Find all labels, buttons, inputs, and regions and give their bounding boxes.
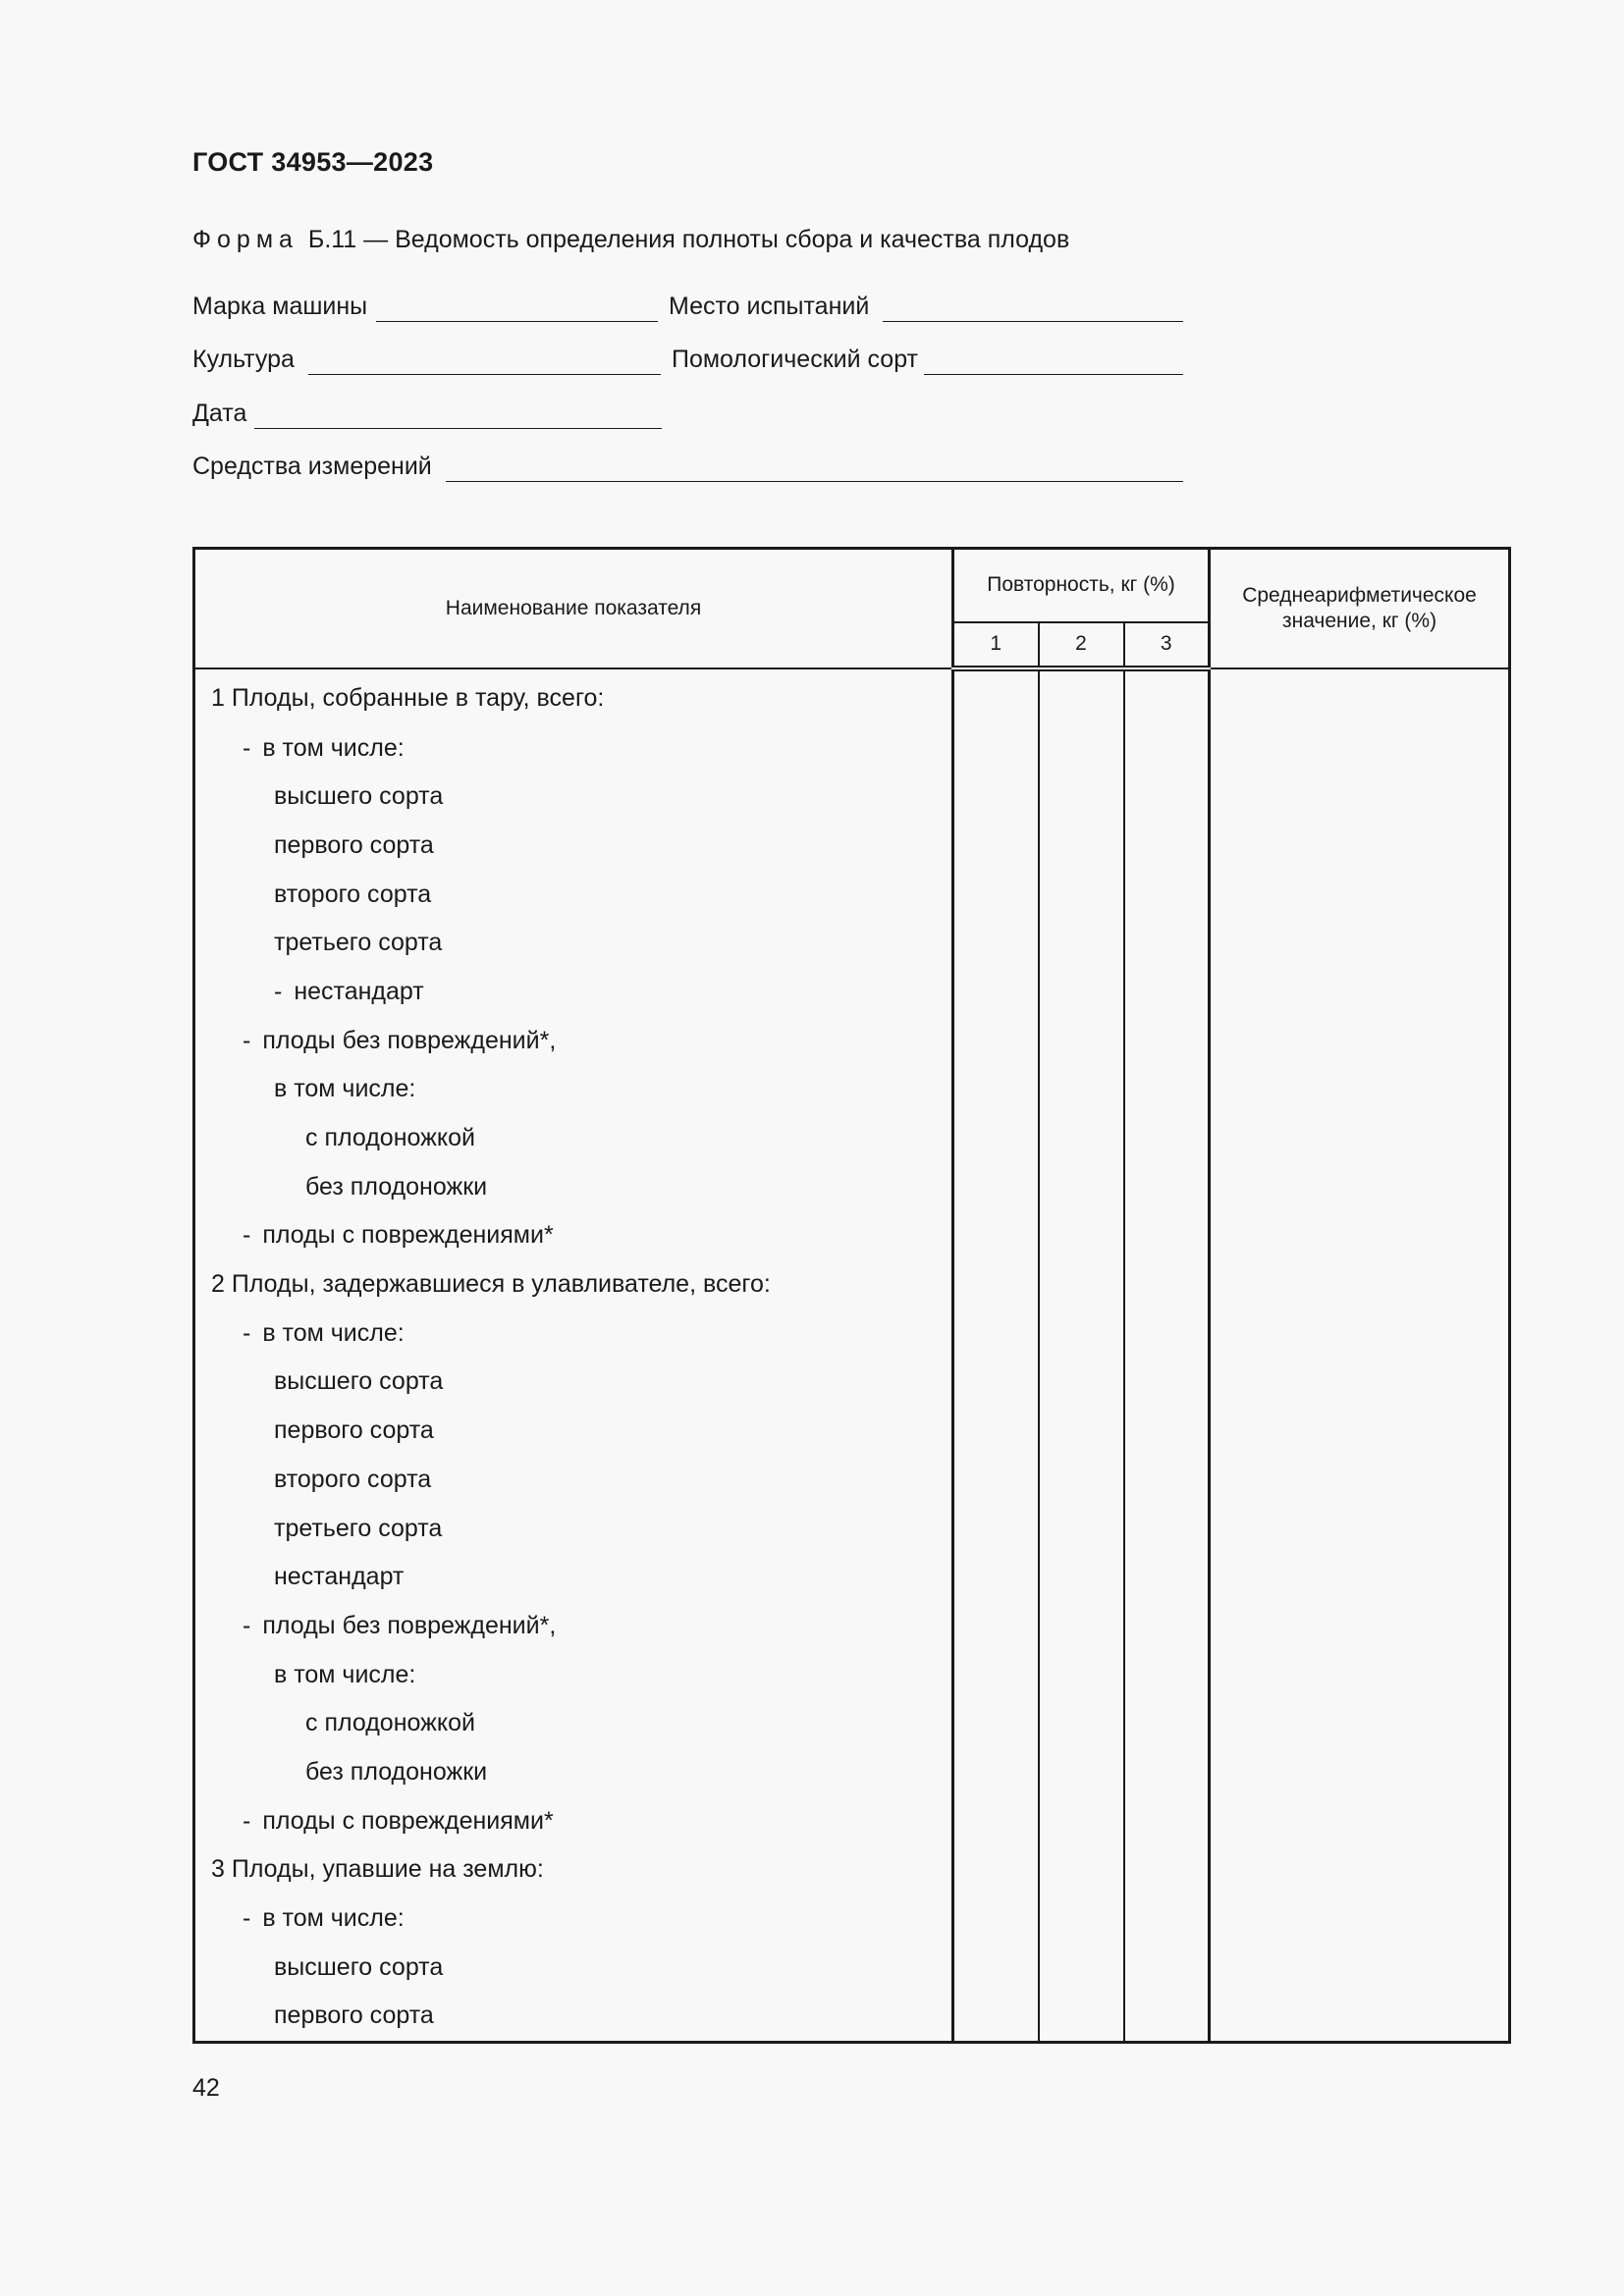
repeat-1-cell[interactable] [953, 1260, 1039, 1309]
table-row [194, 1553, 1510, 1602]
table-row [194, 822, 1510, 871]
header-repeat-2: 2 [1039, 622, 1124, 668]
repeat-3-cell[interactable] [1124, 1211, 1210, 1260]
header-repeat-3: 3 [1124, 622, 1210, 668]
indicator-name-cell [194, 1016, 953, 1065]
repeat-2-cell[interactable] [1039, 1456, 1124, 1505]
list-dash: - [243, 733, 251, 762]
header-indicator-name: Наименование показателя [194, 549, 953, 668]
table-body [194, 668, 1510, 2043]
table-row [194, 668, 1510, 724]
pomological-variety-field[interactable] [924, 374, 1183, 375]
repeat-1-cell[interactable] [953, 1456, 1039, 1505]
repeat-2-cell[interactable] [1039, 1358, 1124, 1407]
average-cell[interactable] [1210, 1748, 1510, 1797]
average-cell[interactable] [1210, 919, 1510, 968]
indicator-name-text: высшего сорта [274, 1952, 444, 1981]
indicator-name-text: третьего сорта [274, 1514, 443, 1542]
indicator-name-text: без плодоножки [305, 1757, 488, 1786]
repeat-3-cell[interactable] [1124, 1162, 1210, 1211]
repeat-3-cell[interactable] [1124, 1650, 1210, 1699]
repeat-2-cell[interactable] [1039, 1065, 1124, 1114]
list-dash: - [243, 1806, 251, 1835]
header-repeat-1: 1 [953, 622, 1039, 668]
average-cell[interactable] [1210, 1308, 1510, 1358]
indicator-name-text: в том числе: [274, 1075, 416, 1103]
date-field[interactable] [254, 428, 662, 429]
table-row [194, 1796, 1510, 1845]
table-row [194, 1650, 1510, 1699]
average-cell[interactable] [1210, 968, 1510, 1017]
pomological-variety-label: Помологический сорт [672, 346, 919, 373]
repeat-3-cell[interactable] [1124, 1602, 1210, 1651]
repeat-1-cell[interactable] [953, 1358, 1039, 1407]
table-row [194, 1407, 1510, 1456]
repeat-3-cell[interactable] [1124, 1699, 1210, 1748]
indicator-name-text: в том числе: [262, 1318, 405, 1347]
repeat-3-cell[interactable] [1124, 1308, 1210, 1358]
indicator-name-cell [194, 870, 953, 919]
repeat-3-cell[interactable] [1124, 1845, 1210, 1895]
form-title [192, 226, 1069, 254]
repeat-3-cell[interactable] [1124, 919, 1210, 968]
indicator-name-cell [194, 1504, 953, 1553]
repeat-2-cell[interactable] [1039, 668, 1124, 724]
average-cell[interactable] [1210, 1260, 1510, 1309]
repeat-1-cell[interactable] [953, 1796, 1039, 1845]
repeat-2-cell[interactable] [1039, 870, 1124, 919]
repeat-3-cell[interactable] [1124, 1504, 1210, 1553]
indicator-name-cell [194, 668, 953, 724]
repeat-3-cell[interactable] [1124, 968, 1210, 1017]
indicator-name-text: в том числе: [262, 733, 405, 762]
repeat-1-cell[interactable] [953, 1650, 1039, 1699]
table-row [194, 919, 1510, 968]
repeat-2-cell[interactable] [1039, 1699, 1124, 1748]
repeat-2-cell[interactable] [1039, 1748, 1124, 1797]
indicator-name-cell [194, 1211, 953, 1260]
repeat-2-cell[interactable] [1039, 1602, 1124, 1651]
average-cell[interactable] [1210, 1796, 1510, 1845]
repeat-1-cell[interactable] [953, 1748, 1039, 1797]
table-row [194, 723, 1510, 773]
repeat-2-cell[interactable] [1039, 1504, 1124, 1553]
table-row [194, 1016, 1510, 1065]
indicator-name-cell [194, 1650, 953, 1699]
table-row [194, 1260, 1510, 1309]
table-row [194, 1065, 1510, 1114]
repeat-1-cell[interactable] [953, 1114, 1039, 1163]
average-cell[interactable] [1210, 668, 1510, 724]
indicator-name-cell [194, 1308, 953, 1358]
indicator-name-text: в том числе: [262, 1904, 405, 1933]
repeat-3-cell[interactable] [1124, 1553, 1210, 1602]
repeat-2-cell[interactable] [1039, 822, 1124, 871]
document-code: ГОСТ 34953—2023 [192, 147, 434, 177]
average-cell[interactable] [1210, 1553, 1510, 1602]
field-row-date [192, 400, 1184, 431]
field-row-crop [192, 346, 1184, 377]
repeat-2-cell[interactable] [1039, 1650, 1124, 1699]
repeat-3-cell[interactable] [1124, 1992, 1210, 2042]
average-cell[interactable] [1210, 1358, 1510, 1407]
indicator-name-cell [194, 773, 953, 822]
indicator-name-cell [194, 822, 953, 871]
average-cell[interactable] [1210, 1992, 1510, 2042]
header-average: Среднеарифметическое значение, кг (%) [1210, 549, 1510, 668]
indicator-name-text: плоды без повреждений*, [262, 1611, 557, 1639]
repeat-1-cell[interactable] [953, 1504, 1039, 1553]
repeat-1-cell[interactable] [953, 1016, 1039, 1065]
repeat-2-cell[interactable] [1039, 1943, 1124, 1992]
repeat-3-cell[interactable] [1124, 773, 1210, 822]
repeat-3-cell[interactable] [1124, 822, 1210, 871]
repeat-1-cell[interactable] [953, 870, 1039, 919]
indicator-name-text: первого сорта [274, 830, 434, 859]
repeat-2-cell[interactable] [1039, 1895, 1124, 1944]
crop-field[interactable] [308, 374, 661, 375]
indicator-name-text: высшего сорта [274, 782, 444, 811]
measuring-instruments-field[interactable] [446, 481, 1183, 482]
indicator-name-text: с плодоножкой [305, 1709, 475, 1737]
indicator-name-cell [194, 1358, 953, 1407]
table-row [194, 1748, 1510, 1797]
repeat-2-cell[interactable] [1039, 773, 1124, 822]
average-cell[interactable] [1210, 1456, 1510, 1505]
form-title-text: Б.11 — Ведомость определения полноты сбора и качества плодов [307, 226, 1070, 253]
average-cell[interactable] [1210, 723, 1510, 773]
repeat-2-cell[interactable] [1039, 1553, 1124, 1602]
repeat-1-cell[interactable] [953, 1162, 1039, 1211]
repeat-3-cell[interactable] [1124, 870, 1210, 919]
test-site-label: Место испытаний [669, 293, 870, 320]
repeat-1-cell[interactable] [953, 1845, 1039, 1895]
table-row [194, 1943, 1510, 1992]
average-cell[interactable] [1210, 1162, 1510, 1211]
repeat-1-cell[interactable] [953, 1699, 1039, 1748]
list-dash: - [243, 1221, 251, 1250]
average-cell[interactable] [1210, 1407, 1510, 1456]
indicator-name-text: без плодоножки [305, 1172, 488, 1201]
average-cell[interactable] [1210, 870, 1510, 919]
indicator-name-cell [194, 1456, 953, 1505]
repeat-3-cell[interactable] [1124, 723, 1210, 773]
repeat-2-cell[interactable] [1039, 1407, 1124, 1456]
page-number: 42 [192, 2074, 220, 2102]
repeat-3-cell[interactable] [1124, 1796, 1210, 1845]
date-label: Дата [192, 400, 247, 427]
repeat-1-cell[interactable] [953, 822, 1039, 871]
repeat-2-cell[interactable] [1039, 1016, 1124, 1065]
average-cell[interactable] [1210, 1845, 1510, 1895]
crop-label: Культура [192, 346, 295, 373]
repeat-2-cell[interactable] [1039, 1796, 1124, 1845]
average-cell[interactable] [1210, 1650, 1510, 1699]
list-dash: - [243, 1026, 251, 1054]
average-cell[interactable] [1210, 1504, 1510, 1553]
table-row [194, 1358, 1510, 1407]
table-row [194, 1699, 1510, 1748]
list-dash: - [243, 1904, 251, 1933]
indicator-name-text: 1 Плоды, собранные в тару, всего: [211, 683, 605, 712]
indicator-name-text: второго сорта [274, 1465, 432, 1493]
repeat-1-cell[interactable] [953, 1992, 1039, 2042]
indicator-name-cell [194, 919, 953, 968]
average-cell[interactable] [1210, 1114, 1510, 1163]
machine-brand-field[interactable] [376, 321, 658, 322]
table-row [194, 1456, 1510, 1505]
average-cell[interactable] [1210, 1016, 1510, 1065]
indicator-name-text: 3 Плоды, упавшие на землю: [211, 1855, 544, 1884]
average-cell[interactable] [1210, 1895, 1510, 1944]
average-cell[interactable] [1210, 1065, 1510, 1114]
table-row [194, 1602, 1510, 1651]
measuring-instruments-label: Средства измерений [192, 453, 432, 480]
repeat-3-cell[interactable] [1124, 668, 1210, 724]
machine-brand-label: Марка машины [192, 293, 368, 320]
indicator-name-cell [194, 1162, 953, 1211]
table-row [194, 1845, 1510, 1895]
repeat-2-cell[interactable] [1039, 1114, 1124, 1163]
field-row-machine [192, 293, 1184, 324]
repeat-3-cell[interactable] [1124, 1456, 1210, 1505]
fruit-collection-table [192, 547, 1511, 2044]
indicator-name-text: плоды с повреждениями* [262, 1806, 554, 1835]
average-cell[interactable] [1210, 1699, 1510, 1748]
repeat-1-cell[interactable] [953, 919, 1039, 968]
form-label: Форма [192, 226, 298, 253]
indicator-name-cell [194, 1943, 953, 1992]
repeat-3-cell[interactable] [1124, 1407, 1210, 1456]
repeat-1-cell[interactable] [953, 1602, 1039, 1651]
list-dash: - [243, 1318, 251, 1347]
repeat-2-cell[interactable] [1039, 1260, 1124, 1309]
indicator-name-text: 2 Плоды, задержавшиеся в улавливателе, всего: [211, 1270, 771, 1299]
repeat-3-cell[interactable] [1124, 1748, 1210, 1797]
indicator-name-text: первого сорта [274, 1416, 434, 1445]
indicator-name-text: нестандарт [294, 977, 424, 1005]
indicator-name-text: плоды с повреждениями* [262, 1221, 554, 1250]
indicator-name-cell [194, 723, 953, 773]
repeat-3-cell[interactable] [1124, 1943, 1210, 1992]
repeat-3-cell[interactable] [1124, 1065, 1210, 1114]
table-row [194, 870, 1510, 919]
repeat-2-cell[interactable] [1039, 1308, 1124, 1358]
table-row [194, 1308, 1510, 1358]
repeat-2-cell[interactable] [1039, 1211, 1124, 1260]
indicator-name-cell [194, 1407, 953, 1456]
repeat-3-cell[interactable] [1124, 1114, 1210, 1163]
repeat-2-cell[interactable] [1039, 1845, 1124, 1895]
test-site-field[interactable] [883, 321, 1183, 322]
repeat-1-cell[interactable] [953, 668, 1039, 724]
repeat-2-cell[interactable] [1039, 1162, 1124, 1211]
repeat-3-cell[interactable] [1124, 1260, 1210, 1309]
repeat-1-cell[interactable] [953, 723, 1039, 773]
indicator-name-cell [194, 1260, 953, 1309]
header-repetition: Повторность, кг (%) [953, 549, 1210, 622]
repeat-2-cell[interactable] [1039, 723, 1124, 773]
indicator-name-cell [194, 1895, 953, 1944]
repeat-1-cell[interactable] [953, 1407, 1039, 1456]
table-row [194, 773, 1510, 822]
table-row [194, 1992, 1510, 2042]
average-cell[interactable] [1210, 1211, 1510, 1260]
indicator-name-cell [194, 1845, 953, 1895]
table-row [194, 1114, 1510, 1163]
table-row [194, 968, 1510, 1017]
indicator-name-text: плоды без повреждений*, [262, 1026, 557, 1054]
repeat-3-cell[interactable] [1124, 1358, 1210, 1407]
indicator-name-cell [194, 1699, 953, 1748]
table-row [194, 1895, 1510, 1944]
indicator-name-cell [194, 1992, 953, 2042]
repeat-1-cell[interactable] [953, 1553, 1039, 1602]
list-dash: - [274, 977, 283, 1005]
indicator-name-text: нестандарт [274, 1563, 405, 1591]
repeat-1-cell[interactable] [953, 1308, 1039, 1358]
repeat-1-cell[interactable] [953, 773, 1039, 822]
indicator-name-cell [194, 1114, 953, 1163]
indicator-name-text: второго сорта [274, 880, 432, 908]
indicator-name-cell [194, 1065, 953, 1114]
list-dash: - [243, 1611, 251, 1639]
average-cell[interactable] [1210, 822, 1510, 871]
table-row [194, 1162, 1510, 1211]
repeat-1-cell[interactable] [953, 1895, 1039, 1944]
repeat-1-cell[interactable] [953, 1943, 1039, 1992]
indicator-name-text: с плодоножкой [305, 1124, 475, 1152]
average-cell[interactable] [1210, 1602, 1510, 1651]
table-row [194, 1211, 1510, 1260]
repeat-1-cell[interactable] [953, 1065, 1039, 1114]
repeat-1-cell[interactable] [953, 1211, 1039, 1260]
indicator-name-text: первого сорта [274, 2002, 434, 2030]
repeat-2-cell[interactable] [1039, 919, 1124, 968]
indicator-name-cell [194, 1748, 953, 1797]
indicator-name-text: в том числе: [274, 1660, 416, 1688]
repeat-1-cell[interactable] [953, 968, 1039, 1017]
indicator-name-text: высшего сорта [274, 1367, 444, 1396]
average-cell[interactable] [1210, 1943, 1510, 1992]
indicator-name-cell [194, 968, 953, 1017]
indicator-name-cell [194, 1553, 953, 1602]
repeat-2-cell[interactable] [1039, 1992, 1124, 2042]
field-row-instruments [192, 453, 1184, 484]
table-row [194, 1504, 1510, 1553]
repeat-2-cell[interactable] [1039, 968, 1124, 1017]
indicator-name-text: третьего сорта [274, 929, 443, 957]
repeat-3-cell[interactable] [1124, 1016, 1210, 1065]
indicator-name-cell [194, 1796, 953, 1845]
repeat-3-cell[interactable] [1124, 1895, 1210, 1944]
average-cell[interactable] [1210, 773, 1510, 822]
indicator-name-cell [194, 1602, 953, 1651]
